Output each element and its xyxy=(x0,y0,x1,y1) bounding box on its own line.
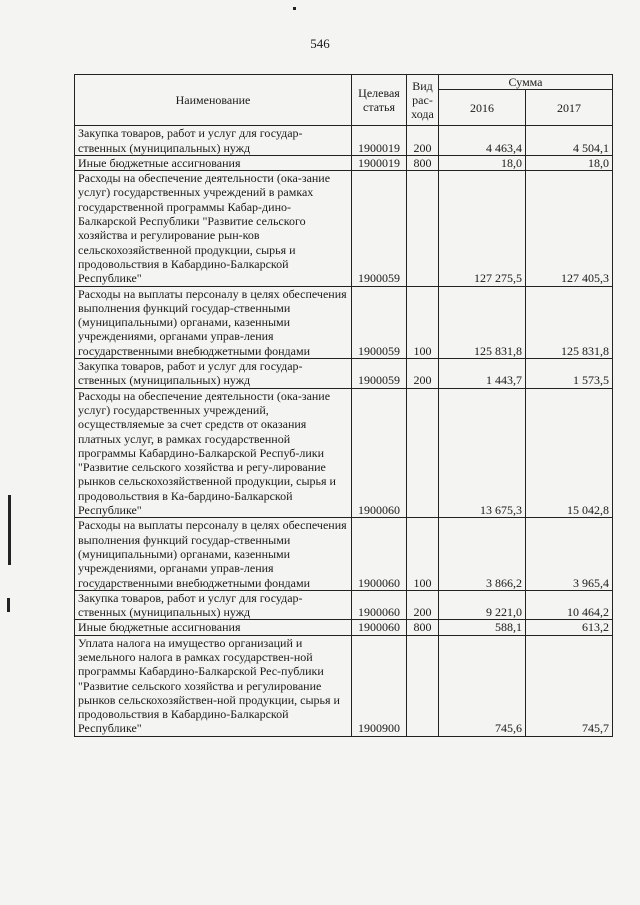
row-name: Закупка товаров, работ и услуг для государ-ственных (муниципальных) нужд xyxy=(75,359,352,389)
row-expense-type: 800 xyxy=(407,620,439,635)
page-number: 546 xyxy=(310,36,330,51)
row-sum-2016: 588,1 xyxy=(439,620,526,635)
table-header-row xyxy=(75,75,613,90)
row-expense-type: 100 xyxy=(407,286,439,358)
table-row xyxy=(75,388,613,518)
row-name: Закупка товаров, работ и услуг для государ-ственных (муниципальных) нужд xyxy=(75,590,352,620)
header-sum: Сумма xyxy=(439,75,613,90)
scan-speck xyxy=(293,7,296,10)
row-sum-2017: 4 504,1 xyxy=(526,126,613,156)
row-sum-2016: 3 866,2 xyxy=(439,518,526,590)
table-row xyxy=(75,126,613,156)
header-expense-type: Вид рас-хода xyxy=(407,75,439,126)
row-sum-2017: 1 573,5 xyxy=(526,359,613,389)
table-row xyxy=(75,635,613,736)
row-sum-2017: 745,7 xyxy=(526,635,613,736)
table-body xyxy=(75,126,613,736)
row-name: Уплата налога на имущество организаций и земельного налога в рамках государствен-ной программы Кабардино-Балкарской Рес-публики "Развитие сельского хозяйства и регулирование рынков сельскохозяйствен-ной продукции, сырья и продовольствия в Кабардино-Балкарской Республике" xyxy=(75,635,352,736)
header-name: Наименование xyxy=(75,75,352,126)
row-expense-type: 800 xyxy=(407,155,439,170)
row-expense-type xyxy=(407,388,439,518)
row-sum-2016: 4 463,4 xyxy=(439,126,526,156)
row-expense-type: 100 xyxy=(407,518,439,590)
row-sum-2016: 18,0 xyxy=(439,155,526,170)
row-target-article: 1900059 xyxy=(352,171,407,286)
row-sum-2017: 18,0 xyxy=(526,155,613,170)
header-target-article: Целевая статья xyxy=(352,75,407,126)
row-name: Иные бюджетные ассигнования xyxy=(75,155,352,170)
table-row xyxy=(75,590,613,620)
row-target-article: 1900060 xyxy=(352,620,407,635)
header-year-2016: 2016 xyxy=(439,90,526,126)
row-expense-type: 200 xyxy=(407,126,439,156)
row-expense-type xyxy=(407,635,439,736)
row-name: Расходы на выплаты персоналу в целях обеспечения выполнения функций государ-ственными (муниципальными) органами, казенными учреждениями, органами управ-ления государственными внебюджетными фондами xyxy=(75,286,352,358)
row-sum-2016: 125 831,8 xyxy=(439,286,526,358)
budget-table xyxy=(74,74,613,737)
row-target-article: 1900060 xyxy=(352,590,407,620)
row-target-article: 1900900 xyxy=(352,635,407,736)
row-target-article: 1900059 xyxy=(352,359,407,389)
row-target-article: 1900060 xyxy=(352,388,407,518)
scan-edge-mark xyxy=(7,598,10,612)
row-target-article: 1900059 xyxy=(352,286,407,358)
row-target-article: 1900019 xyxy=(352,155,407,170)
row-sum-2017: 613,2 xyxy=(526,620,613,635)
table-row xyxy=(75,155,613,170)
row-name: Расходы на выплаты персоналу в целях обеспечения выполнения функций государ-ственными (муниципальными) органами, казенными учреждениями, органами управ-ления государственными внебюджетными фондами xyxy=(75,518,352,590)
table-row xyxy=(75,171,613,286)
table-row xyxy=(75,286,613,358)
row-sum-2017: 10 464,2 xyxy=(526,590,613,620)
row-name: Иные бюджетные ассигнования xyxy=(75,620,352,635)
row-sum-2017: 125 831,8 xyxy=(526,286,613,358)
row-sum-2017: 127 405,3 xyxy=(526,171,613,286)
row-target-article: 1900019 xyxy=(352,126,407,156)
header-year-2017: 2017 xyxy=(526,90,613,126)
row-expense-type: 200 xyxy=(407,359,439,389)
row-sum-2016: 745,6 xyxy=(439,635,526,736)
table-row xyxy=(75,620,613,635)
row-expense-type xyxy=(407,171,439,286)
row-sum-2016: 127 275,5 xyxy=(439,171,526,286)
row-expense-type: 200 xyxy=(407,590,439,620)
row-target-article: 1900060 xyxy=(352,518,407,590)
row-name: Расходы на обеспечение деятельности (ока-зание услуг) государственных учреждений, осуществляемые за счет средств от оказания платных услуг, в рамках государственной программы Кабардино-Балкарской Респуб-лики "Развитие сельского хозяйства и регу-лирование рынков сельскохозяйственной продукции, сырья и продовольствия в Ка-бардино-Балкарской Республике" xyxy=(75,388,352,518)
row-name: Расходы на обеспечение деятельности (ока-зание услуг) государственных учреждений в рамках государственной программы Кабар-дино-Балкарской Республики "Развитие сельского хозяйства и регулирование рын-ков сельскохозяйственной продукции, сырья и продовольствия в Кабардино-Балкарской Республике" xyxy=(75,171,352,286)
row-sum-2016: 9 221,0 xyxy=(439,590,526,620)
row-name: Закупка товаров, работ и услуг для государ-ственных (муниципальных) нужд xyxy=(75,126,352,156)
table-row xyxy=(75,518,613,590)
row-sum-2016: 13 675,3 xyxy=(439,388,526,518)
scan-edge-mark xyxy=(8,495,11,565)
row-sum-2017: 15 042,8 xyxy=(526,388,613,518)
table-row xyxy=(75,359,613,389)
row-sum-2016: 1 443,7 xyxy=(439,359,526,389)
row-sum-2017: 3 965,4 xyxy=(526,518,613,590)
